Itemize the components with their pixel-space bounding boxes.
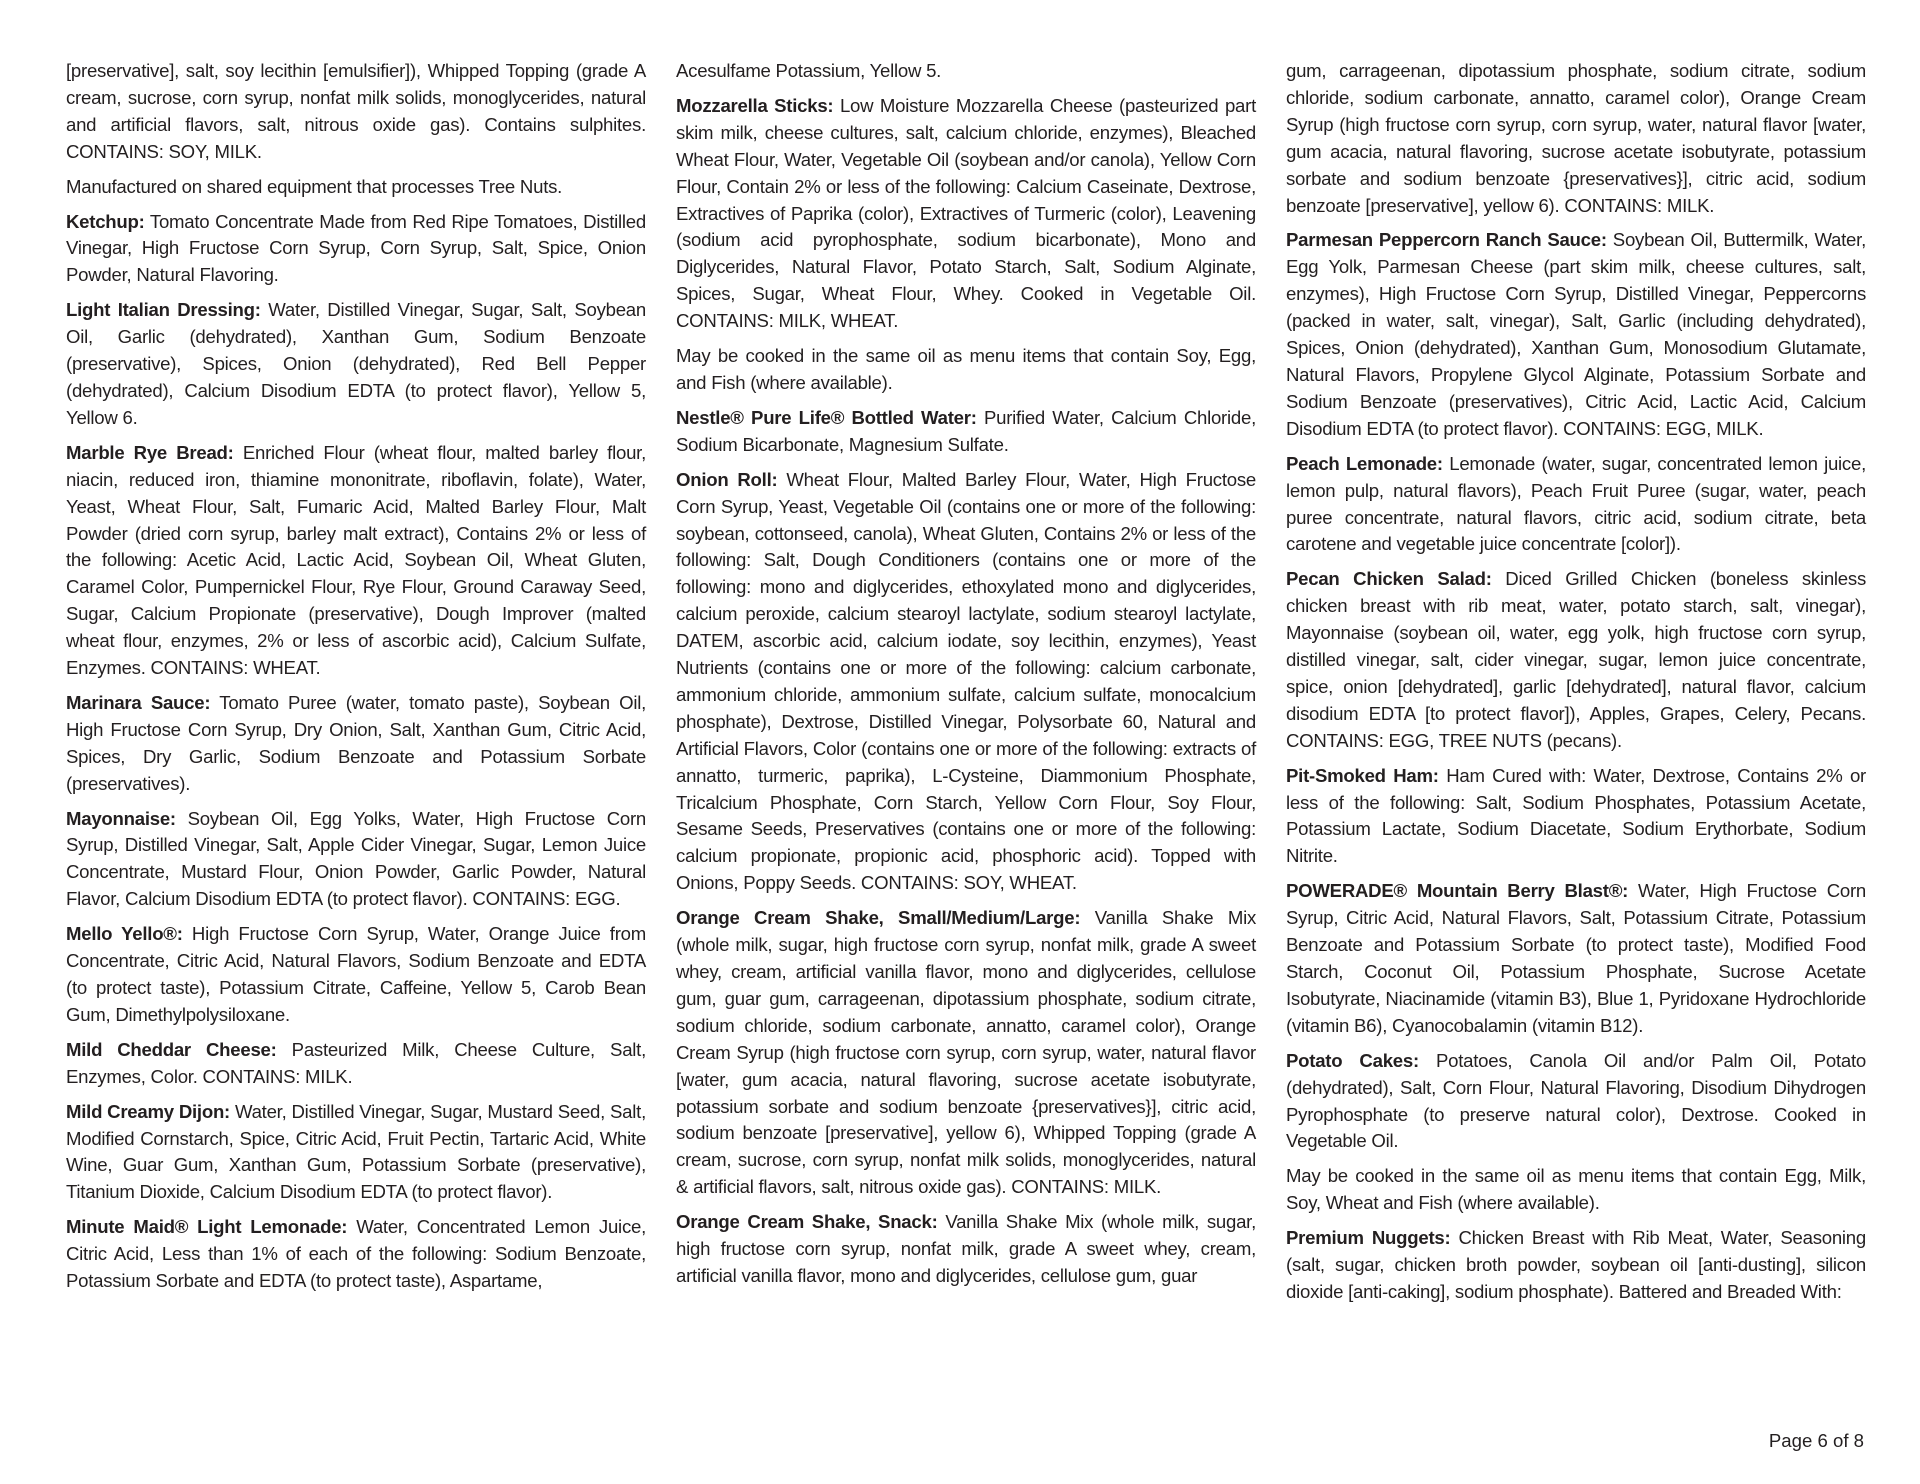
entry-title: Nestle® Pure Life® Bottled Water: [676, 406, 977, 428]
entry-title: Mild Creamy Dijon: [66, 1100, 230, 1122]
ingredient-entry [1286, 1225, 1866, 1306]
ingredient-entry [66, 58, 646, 166]
page-number: Page 6 of 8 [1768, 1430, 1864, 1451]
entry-body: May be cooked in the same oil as menu items that contain Soy, Egg, and Fish (where available). [676, 345, 1256, 393]
entry-title: Marinara Sauce: [66, 691, 211, 713]
entry-title: Peach Lemonade: [1286, 452, 1443, 474]
entry-body: Tomato Puree (water, tomato paste), Soybean Oil, High Fructose Corn Syrup, Dry Onion, Salt, Xanthan Gum, Citric Acid, Spices, Dry Garlic, Sodium Benzoate and Potassium Sorbate (preservatives). [66, 691, 646, 794]
column-2 [676, 58, 1256, 1298]
ingredient-entry [66, 1214, 646, 1295]
entry-title: Potato Cakes: [1286, 1049, 1419, 1071]
entry-title: Premium Nuggets: [1286, 1227, 1451, 1249]
entry-body: Water, Distilled Vinegar, Sugar, Mustard Seed, Salt, Modified Cornstarch, Spice, Citric Acid, Fruit Pectin, Tartaric Acid, White Wine, Guar Gum, Xanthan Gum, Potassium Sorbate (preservative), Titanium Dioxide, Calcium Disodium EDTA (to protect flavor). [66, 1100, 646, 1203]
entry-body: Potatoes, Canola Oil and/or Palm Oil, Potato (dehydrated), Salt, Corn Flour, Natural Flavoring, Disodium Dihydrogen Pyrophosphate (to preserve natural color), Dextrose. Cooked in Vegetable Oil. [1286, 1049, 1866, 1152]
ingredient-entry [1286, 1048, 1866, 1156]
entry-body: Diced Grilled Chicken (boneless skinless chicken breast with rib meat, water, potato starch, salt, vinegar), Mayonnaise (soybean oil, water, egg yolk, high fructose corn syrup, distilled vinegar, salt, cider vinegar, sugar, lemon juice concentrate, spice, onion [dehydrated], garlic [dehydrated], natural flavor, calcium disodium EDTA [to protect flavor]), Apples, Grapes, Celery, Pecans. CONTAINS: EGG, TREE NUTS (pecans). [1286, 568, 1866, 751]
ingredient-entry [676, 1209, 1256, 1290]
ingredient-entry [66, 297, 646, 432]
entry-body: Wheat Flour, Malted Barley Flour, Water, High Fructose Corn Syrup, Yeast, Vegetable Oil (contains one or more of the following: soybean, cottonseed, canola), Wheat Gluten, Contains 2% or less of the following: Salt, Dough Conditioners (contains one or more of the following: mono and diglycerides, ethoxylated mono and diglycerides, calcium peroxide, calcium stearoyl lactylate, sodium stearoyl lactylate, DATEM, ascorbic acid, calcium iodate, soy lecithin, enzymes), Yeast Nutrients (contains one or more of the following: calcium carbonate, ammonium chloride, ammonium sulfate, calcium sulfate, monocalcium phosphate), Dextrose, Distilled Vinegar, Polysorbate 60, Natural and Artificial Flavors, Color (contains one or more of the following: extracts of annatto, turmeric, paprika), L-Cysteine, Diammonium Phosphate, Tricalcium Phosphate, Corn Starch, Yellow Corn Flour, Soy Flour, Sesame Seeds, Preservatives (contains one or more of the following: calcium propionate, propionic acid, phosphoric acid). Topped with Onions, Poppy Seeds. CONTAINS: SOY, WHEAT. [676, 468, 1256, 894]
entry-body: Lemonade (water, sugar, concentrated lemon juice, lemon pulp, natural flavors), Peach Fruit Puree (sugar, water, peach puree concentrate, natural flavors, citric acid, sodium citrate, beta carotene and vegetable juice concentrate [color]). [1286, 452, 1866, 555]
entry-body: Soybean Oil, Buttermilk, Water, Egg Yolk, Parmesan Cheese (part skim milk, cheese cultures, salt, enzymes), High Fructose Corn Syrup, Distilled Vinegar, Peppercorns (packed in water, salt, vinegar), Salt, Garlic (including dehydrated), Spices, Onion (dehydrated), Xanthan Gum, Monosodium Glutamate, Natural Flavors, Propylene Glycol Alginate, Potassium Sorbate and Sodium Benzoate (preservatives), Citric Acid, Lactic Acid, Calcium Disodium EDTA (to protect flavor). CONTAINS: EGG, MILK. [1286, 229, 1866, 439]
entry-body: Acesulfame Potassium, Yellow 5. [676, 60, 942, 81]
ingredient-entry [1286, 1163, 1866, 1217]
entry-body: Soybean Oil, Egg Yolks, Water, High Fructose Corn Syrup, Distilled Vinegar, Salt, Apple Cider Vinegar, Sugar, Lemon Juice Concentrate, Mustard Flour, Onion Powder, Garlic Powder, Natural Flavor, Calcium Disodium EDTA (to protect flavor). CONTAINS: EGG. [66, 807, 646, 910]
ingredient-entry [676, 343, 1256, 397]
entry-body: Tomato Concentrate Made from Red Ripe Tomatoes, Distilled Vinegar, High Fructose Corn Syrup, Corn Syrup, Salt, Spice, Onion Powder, Natural Flavoring. [66, 210, 646, 286]
column-1 [66, 58, 646, 1303]
ingredient-entry [1286, 451, 1866, 559]
ingredient-entry [66, 209, 646, 290]
entry-body: Low Moisture Mozzarella Cheese (pasteurized part skim milk, cheese cultures, salt, calcium chloride, enzymes), Bleached Wheat Flour, Water, Vegetable Oil (soybean and/or canola), Yellow Corn Flour, Contain 2% or less of the following: Calcium Caseinate, Dextrose, Extractives of Paprika (color), Extractives of Turmeric (color), Leavening (sodium acid pyrophosphate, sodium bicarbonate), Mono and Diglycerides, Natural Flavor, Potato Starch, Salt, Sodium Alginate, Spices, Sugar, Wheat Flour, Whey. Cooked in Vegetable Oil. CONTAINS: MILK, WHEAT. [676, 94, 1256, 332]
entry-title: Mayonnaise: [66, 807, 176, 829]
entry-title: Onion Roll: [676, 468, 778, 490]
entry-title: Orange Cream Shake, Snack: [676, 1211, 938, 1233]
entry-title: Ketchup: [66, 210, 145, 232]
entry-title: Light Italian Dressing: [66, 299, 261, 321]
entry-body: Ham Cured with: Water, Dextrose, Contains 2% or less of the following: Salt, Sodium Phosphates, Potassium Acetate, Potassium Lactate, Sodium Diacetate, Sodium Erythorbate, Sodium Nitrite. [1286, 764, 1866, 867]
ingredient-entry [66, 921, 646, 1029]
entry-title: Orange Cream Shake, Small/Medium/Large: [676, 907, 1081, 929]
ingredient-entry [66, 806, 646, 914]
entry-body: Vanilla Shake Mix (whole milk, sugar, high fructose corn syrup, nonfat milk, grade A sweet whey, cream, artificial vanilla flavor, mono and diglycerides, cellulose gum, guar [676, 1211, 1256, 1286]
entry-body: Chicken Breast with Rib Meat, Water, Seasoning (salt, sugar, chicken broth powder, soybean oil [anti-dusting], silicon dioxide [anti-caking], sodium phosphate). Battered and Breaded With: [1286, 1227, 1866, 1302]
entry-title: Pit-Smoked Ham: [1286, 764, 1439, 786]
ingredient-entry [66, 1037, 646, 1091]
entry-body: Water, Concentrated Lemon Juice, Citric Acid, Less than 1% of each of the following: Sodium Benzoate, Potassium Sorbate and EDTA (to protect taste), Aspartame, [66, 1216, 646, 1292]
entry-body: Manufactured on shared equipment that processes Tree Nuts. [66, 175, 563, 197]
entry-title: POWERADE® Mountain Berry Blast®: [1286, 880, 1629, 902]
entry-title: Mozzarella Sticks: [676, 94, 834, 116]
ingredient-entry [1286, 878, 1866, 1039]
ingredient-entry [676, 905, 1256, 1201]
ingredient-entry [676, 58, 1256, 85]
ingredient-entry [1286, 58, 1866, 219]
ingredient-entry [676, 467, 1256, 898]
ingredient-entry [66, 174, 646, 201]
entry-body: Vanilla Shake Mix (whole milk, sugar, high fructose corn syrup, nonfat milk, grade A sweet whey, cream, artificial vanilla flavor, mono and diglycerides, cellulose gum, guar gum, carrageenan, dipotassium phosphate, sodium citrate, sodium chloride, sodium carbonate, annatto, caramel color), Orange Cream Syrup (high fructose corn syrup, corn syrup, water, natural flavor [water, gum acacia, natural flavoring, sucrose acetate isobutyrate, potassium sorbate and sodium benzoate {preservatives}], citric acid, sodium benzoate [preservative], yellow 6), Whipped Topping (grade A cream, sucrose, corn syrup, nonfat milk solids, monoglycerides, natural & artificial flavors, salt, nitrous oxide gas). CONTAINS: MILK. [676, 907, 1257, 1198]
entry-title: Mello Yello®: [66, 923, 183, 945]
entry-title: Pecan Chicken Salad: [1286, 568, 1492, 590]
entry-body: gum, carrageenan, dipotassium phosphate, sodium citrate, sodium chloride, sodium carbonate, annatto, caramel color), Orange Cream Syrup (high fructose corn syrup, corn syrup, water, natural flavor [water, gum acacia, natural flavoring, sucrose acetate isobutyrate, potassium sorbate and sodium benzoate {preservatives}], citric acid, sodium benzoate [preservative], yellow 6). CONTAINS: MILK. [1286, 60, 1866, 216]
entry-title: Mild Cheddar Cheese: [66, 1038, 277, 1060]
entry-body: High Fructose Corn Syrup, Water, Orange Juice from Concentrate, Citric Acid, Natural Flavors, Sodium Benzoate and EDTA (to protect taste), Potassium Citrate, Caffeine, Yellow 5, Carob Bean Gum, Dimethylpolysiloxane. [66, 923, 646, 1025]
entry-body: Pasteurized Milk, Cheese Culture, Salt, Enzymes, Color. CONTAINS: MILK. [66, 1038, 646, 1087]
ingredient-entry [676, 405, 1256, 459]
ingredient-entry [66, 1099, 646, 1207]
entry-title: Marble Rye Bread: [66, 441, 234, 463]
entry-title: Parmesan Peppercorn Ranch Sauce: [1286, 229, 1607, 251]
entry-body: [preservative], salt, soy lecithin [emulsifier]), Whipped Topping (grade A cream, sucrose, corn syrup, nonfat milk solids, monoglycerides, natural and artificial flavors, salt, nitrous oxide gas). Contains sulphites. CONTAINS: SOY, MILK. [66, 60, 646, 162]
entry-body: Water, Distilled Vinegar, Sugar, Salt, Soybean Oil, Garlic (dehydrated), Xanthan Gum, Sodium Benzoate (preservative), Spices, Onion (dehydrated), Red Bell Pepper (dehydrated), Calcium Disodium EDTA (to protect flavor), Yellow 5, Yellow 6. [66, 299, 646, 428]
ingredient-entry [676, 93, 1256, 335]
entry-body: Purified Water, Calcium Chloride, Sodium Bicarbonate, Magnesium Sulfate. [676, 406, 1256, 455]
ingredient-entry [66, 690, 646, 798]
ingredient-entry [66, 440, 646, 682]
ingredient-entry [1286, 566, 1866, 754]
entry-body: Water, High Fructose Corn Syrup, Citric Acid, Natural Flavors, Salt, Potassium Citrate, Potassium Benzoate and Potassium Sorbate (to protect taste), Modified Food Starch, Coconut Oil, Potassium Phosphate, Sucrose Acetate Isobutyrate, Niacinamide (vitamin B3), Blue 1, Pyridoxane Hydrochloride (vitamin B6), Cyanocobalamin (vitamin B12). [1286, 880, 1867, 1036]
column-3 [1286, 58, 1866, 1314]
entry-body: May be cooked in the same oil as menu items that contain Egg, Milk, Soy, Wheat and Fish (where available). [1286, 1165, 1866, 1214]
ingredient-entry [1286, 763, 1866, 871]
entry-body: Enriched Flour (wheat flour, malted barley flour, niacin, reduced iron, thiamine mononitrate, riboflavin, folate), Water, Yeast, Wheat Flour, Salt, Fumaric Acid, Malted Barley Flour, Malt Powder (dried corn syrup, barley malt extract), Contains 2% or less of the following: Acetic Acid, Lactic Acid, Soybean Oil, Wheat Gluten, Caramel Color, Pumpernickel Flour, Rye Flour, Ground Caraway Seed, Sugar, Calcium Propionate (preservative), Dough Improver (malted wheat flour, enzymes, 2% or less of ascorbic acid), Calcium Sulfate, Enzymes. CONTAINS: WHEAT. [66, 441, 646, 679]
ingredient-entry [1286, 227, 1866, 442]
entry-title: Minute Maid® Light Lemonade: [66, 1216, 348, 1238]
